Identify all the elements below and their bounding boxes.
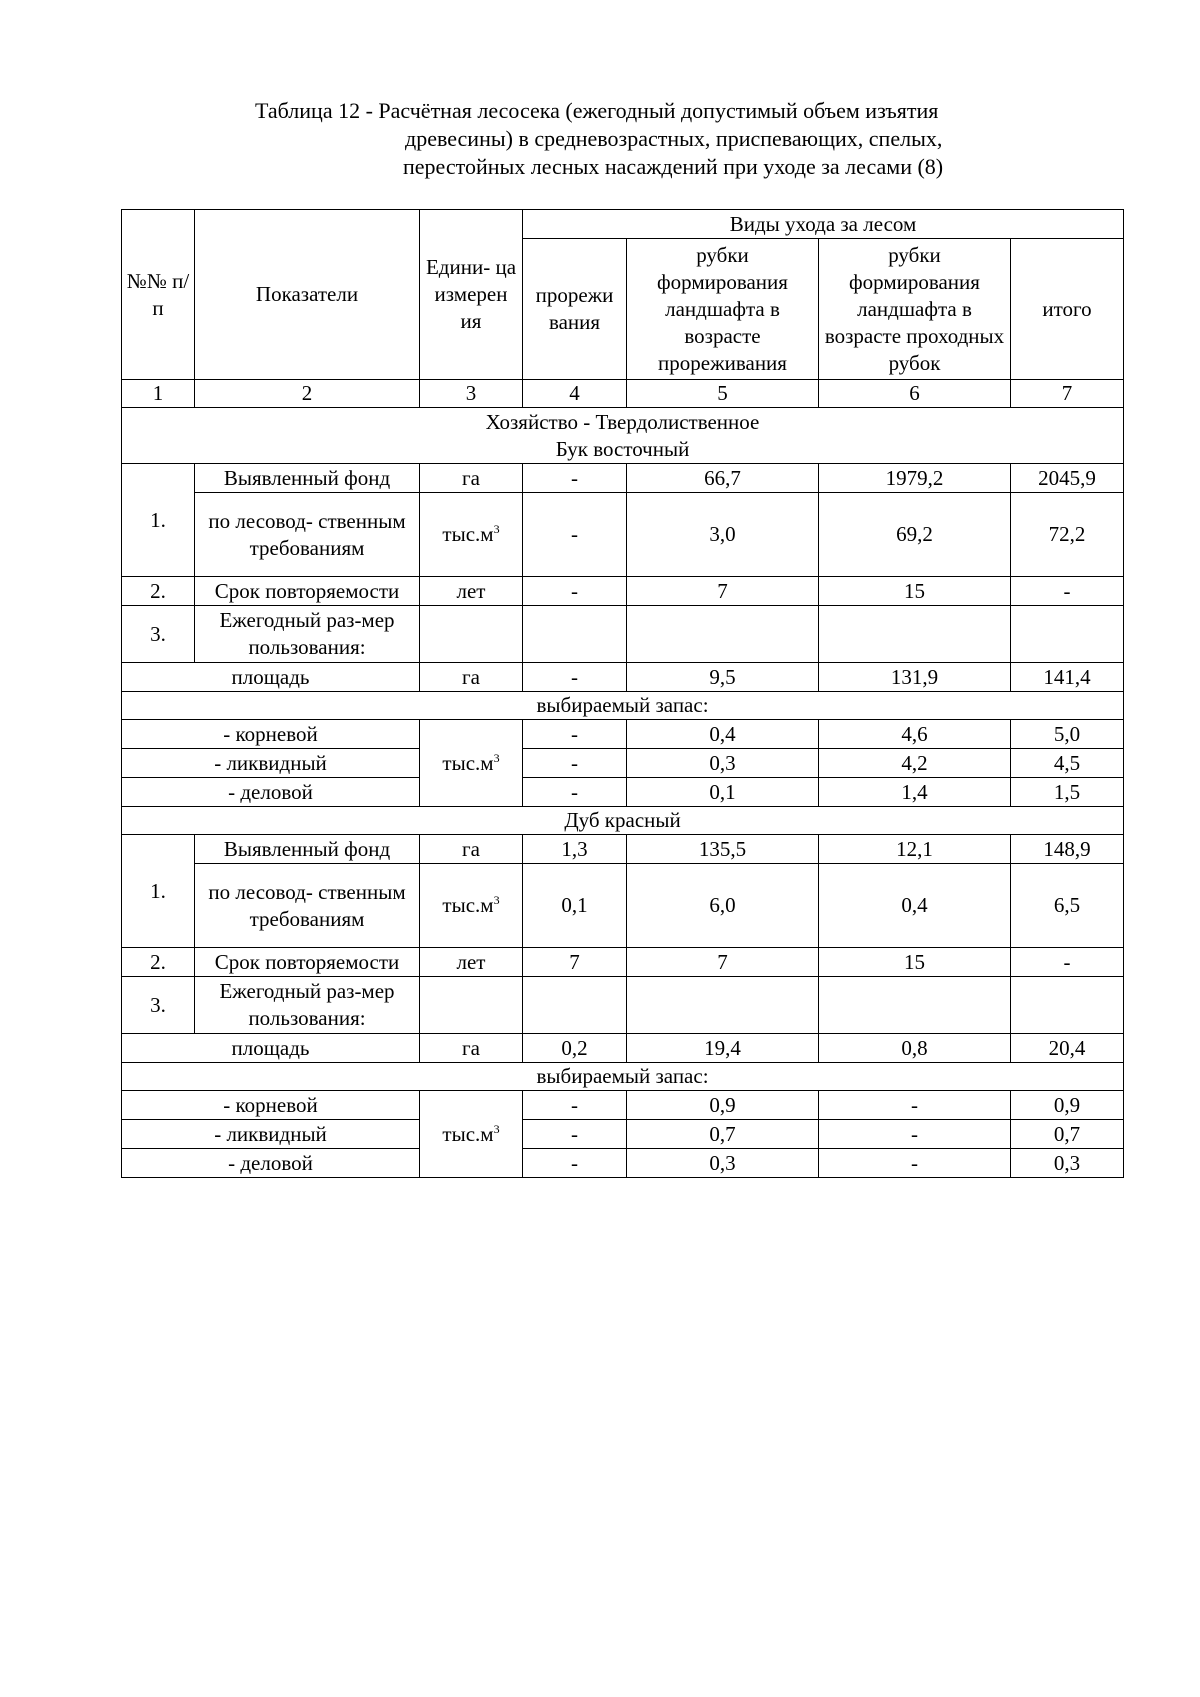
unit-superscript: 3 (493, 1121, 500, 1136)
value-cell: - (523, 778, 627, 807)
empty-cell (523, 606, 627, 663)
value-cell: - (1011, 577, 1124, 606)
value-cell: 1,4 (819, 778, 1011, 807)
value-cell: 131,9 (819, 663, 1011, 692)
value-cell: - (523, 749, 627, 778)
header-num: №№ п/п (122, 210, 195, 380)
fund-label-line2: по лесовод- ственным требованиям (195, 864, 420, 948)
business-row (122, 778, 1124, 807)
fund-label-line1: Выявленный фонд (195, 835, 420, 864)
value-cell: 19,4 (627, 1034, 819, 1063)
area-label: площадь (122, 663, 420, 692)
unit-text: тыс.м (442, 522, 494, 546)
unit-cell: лет (420, 948, 523, 977)
table-caption (255, 97, 1055, 181)
item-number: 3. (122, 606, 195, 663)
value-cell: 0,2 (523, 1034, 627, 1063)
period-row (122, 948, 1124, 977)
business-label: - деловой (122, 1149, 420, 1178)
empty-cell (1011, 977, 1124, 1034)
annual-label: Ежегодный раз-мер пользования: (195, 977, 420, 1034)
value-cell: - (523, 493, 627, 577)
value-cell: 12,1 (819, 835, 1011, 864)
header-col4: прорежи вания (523, 239, 627, 380)
unit-text: тыс.м (442, 893, 494, 917)
item-number: 1. (122, 464, 195, 577)
value-cell: - (523, 720, 627, 749)
header-index-cell: 1 (122, 380, 195, 408)
value-cell: 7 (523, 948, 627, 977)
fund-row-m3 (122, 864, 1124, 948)
value-cell: 4,6 (819, 720, 1011, 749)
root-row (122, 1091, 1124, 1120)
farm-title-row (122, 408, 1124, 464)
stock-label: выбираемый запас: (122, 692, 1124, 720)
header-index-cell: 7 (1011, 380, 1124, 408)
value-cell: 4,2 (819, 749, 1011, 778)
unit-text: тыс.м (442, 750, 494, 775)
item-number: 2. (122, 577, 195, 606)
stock-label: выбираемый запас: (122, 1063, 1124, 1091)
annual-row (122, 606, 1124, 663)
unit-text: тыс.м (442, 1121, 494, 1146)
value-cell: 1,3 (523, 835, 627, 864)
section-title-cell (122, 408, 1124, 464)
value-cell: 148,9 (1011, 835, 1124, 864)
value-cell: 0,4 (819, 864, 1011, 948)
species-title: Бук восточный (555, 436, 690, 461)
value-cell: 9,5 (627, 663, 819, 692)
value-cell: 6,0 (627, 864, 819, 948)
value-cell: 0,3 (1011, 1149, 1124, 1178)
species-title: Дуб красный (122, 807, 1124, 835)
header-col6: рубки формирования ландшафта в возрасте проходных рубок (819, 239, 1011, 380)
header-indicator: Показатели (195, 210, 420, 380)
value-cell: 7 (627, 577, 819, 606)
unit-superscript: 3 (493, 750, 500, 765)
empty-cell (523, 977, 627, 1034)
value-cell: - (1011, 948, 1124, 977)
value-cell: 0,3 (627, 1149, 819, 1178)
value-cell: 15 (819, 577, 1011, 606)
header-index-cell: 2 (195, 380, 420, 408)
species-title-row (122, 807, 1124, 835)
item-number: 1. (122, 835, 195, 948)
area-row (122, 663, 1124, 692)
unit-cell: га (420, 663, 523, 692)
unit-cell: га (420, 464, 523, 493)
header-unit: Едини- ца измерен ия (420, 210, 523, 380)
value-cell: 0,8 (819, 1034, 1011, 1063)
empty-cell (819, 606, 1011, 663)
root-label: - корневой (122, 720, 420, 749)
value-cell: - (523, 1149, 627, 1178)
fund-label-line2: по лесовод- ственным требованиям (195, 493, 420, 577)
value-cell: - (819, 1120, 1011, 1149)
business-label: - деловой (122, 778, 420, 807)
empty-cell (420, 606, 523, 663)
value-cell: 0,7 (1011, 1120, 1124, 1149)
empty-cell (420, 977, 523, 1034)
allowable-cut-table (121, 209, 1124, 1178)
empty-cell (819, 977, 1011, 1034)
farm-title: Хозяйство - Твердолиственное (485, 409, 760, 434)
header-col7: итого (1011, 239, 1124, 380)
value-cell: - (523, 663, 627, 692)
unit-cell (420, 720, 523, 807)
value-cell: 0,4 (627, 720, 819, 749)
stock-label-row (122, 692, 1124, 720)
value-cell: 5,0 (1011, 720, 1124, 749)
value-cell: 3,0 (627, 493, 819, 577)
value-cell: - (819, 1149, 1011, 1178)
value-cell: 72,2 (1011, 493, 1124, 577)
annual-label: Ежегодный раз-мер пользования: (195, 606, 420, 663)
unit-cell: лет (420, 577, 523, 606)
unit-cell (420, 864, 523, 948)
header-group: Виды ухода за лесом (523, 210, 1124, 239)
header-index-cell: 4 (523, 380, 627, 408)
caption-line-2: древесины) в средневозрастных, приспевающих, спелых, (405, 126, 943, 151)
liquid-row (122, 749, 1124, 778)
fund-row-ha (122, 835, 1124, 864)
value-cell: 69,2 (819, 493, 1011, 577)
root-label: - корневой (122, 1091, 420, 1120)
value-cell: - (523, 1091, 627, 1120)
header-index-cell: 5 (627, 380, 819, 408)
area-row (122, 1034, 1124, 1063)
caption-line-1: Таблица 12 - Расчётная лесосека (ежегодный допустимый объем изъятия (255, 98, 939, 123)
value-cell: - (523, 1120, 627, 1149)
liquid-label: - ликвидный (122, 749, 420, 778)
area-label: площадь (122, 1034, 420, 1063)
item-number: 2. (122, 948, 195, 977)
unit-cell (420, 493, 523, 577)
liquid-row (122, 1120, 1124, 1149)
value-cell: 1,5 (1011, 778, 1124, 807)
liquid-label: - ликвидный (122, 1120, 420, 1149)
header-index-cell: 6 (819, 380, 1011, 408)
header-col5: рубки формирования ландшафта в возрасте прореживания (627, 239, 819, 380)
value-cell: 66,7 (627, 464, 819, 493)
value-cell: - (523, 464, 627, 493)
value-cell: 15 (819, 948, 1011, 977)
header-row-1 (122, 210, 1124, 239)
stock-label-row (122, 1063, 1124, 1091)
header-index-cell: 3 (420, 380, 523, 408)
value-cell: 20,4 (1011, 1034, 1124, 1063)
caption-line-3: перестойных лесных насаждений при уходе за лесами (8) (403, 154, 944, 179)
value-cell: 0,1 (627, 778, 819, 807)
value-cell: 0,7 (627, 1120, 819, 1149)
business-row (122, 1149, 1124, 1178)
unit-cell: га (420, 1034, 523, 1063)
fund-row-ha (122, 464, 1124, 493)
value-cell: 0,1 (523, 864, 627, 948)
value-cell: 0,3 (627, 749, 819, 778)
fund-row-m3 (122, 493, 1124, 577)
fund-label-line1: Выявленный фонд (195, 464, 420, 493)
value-cell: 135,5 (627, 835, 819, 864)
table-body (122, 210, 1124, 1178)
period-row (122, 577, 1124, 606)
empty-cell (627, 606, 819, 663)
period-label: Срок повторяемости (195, 948, 420, 977)
root-row (122, 720, 1124, 749)
unit-superscript: 3 (493, 893, 500, 907)
header-index-row (122, 380, 1124, 408)
annual-row (122, 977, 1124, 1034)
value-cell: 0,9 (627, 1091, 819, 1120)
value-cell: 141,4 (1011, 663, 1124, 692)
empty-cell (627, 977, 819, 1034)
unit-cell: га (420, 835, 523, 864)
value-cell: - (523, 577, 627, 606)
item-number: 3. (122, 977, 195, 1034)
value-cell: 0,9 (1011, 1091, 1124, 1120)
value-cell: 2045,9 (1011, 464, 1124, 493)
value-cell: - (819, 1091, 1011, 1120)
unit-cell (420, 1091, 523, 1178)
period-label: Срок повторяемости (195, 577, 420, 606)
empty-cell (1011, 606, 1124, 663)
value-cell: 6,5 (1011, 864, 1124, 948)
unit-superscript: 3 (493, 522, 500, 536)
value-cell: 1979,2 (819, 464, 1011, 493)
value-cell: 4,5 (1011, 749, 1124, 778)
value-cell: 7 (627, 948, 819, 977)
